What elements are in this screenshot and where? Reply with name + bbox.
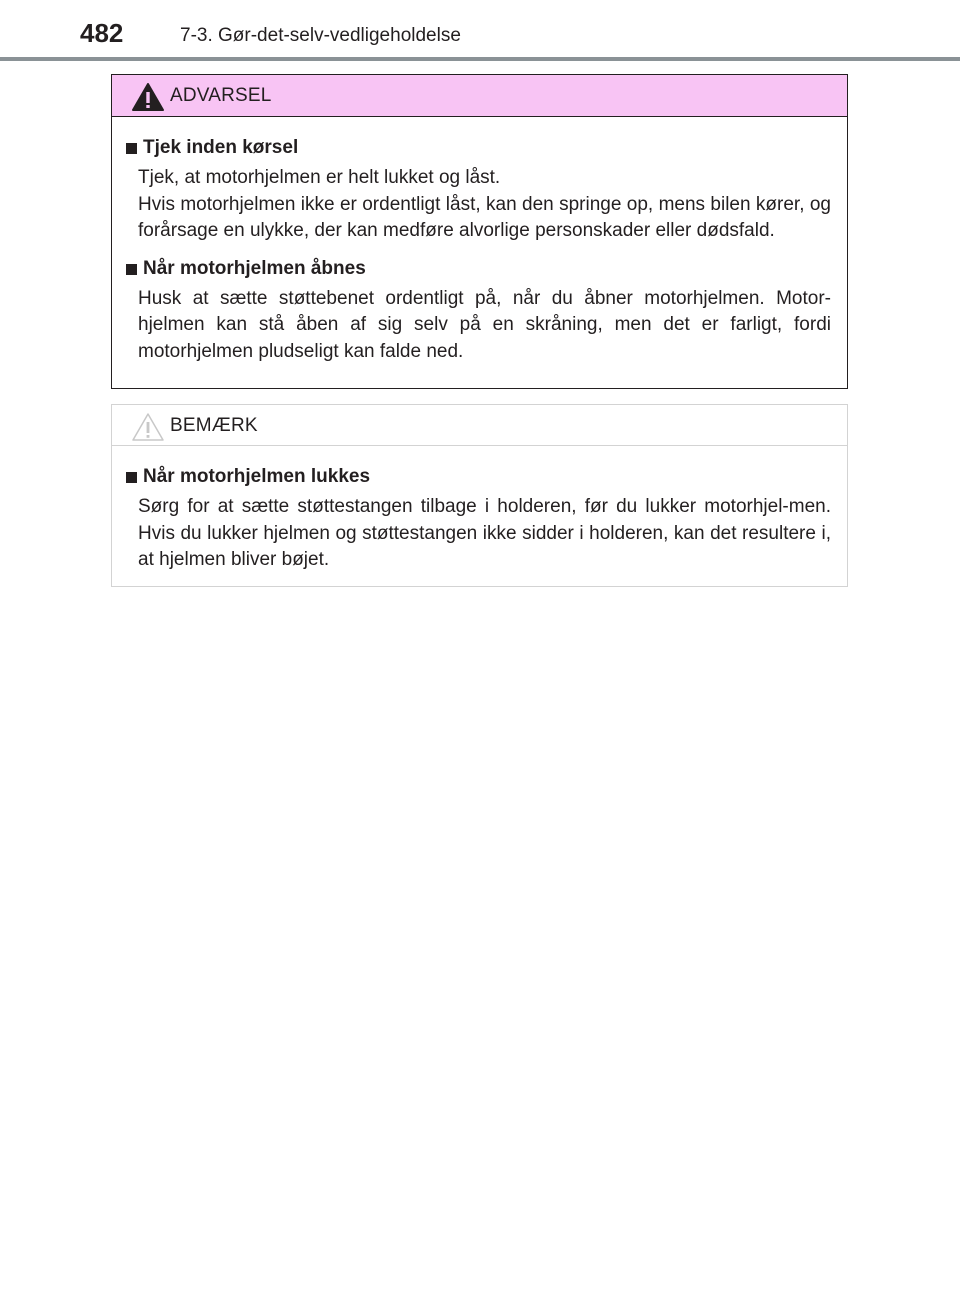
page-header <box>0 0 960 62</box>
section-title: 7-3. Gør-det-selv-vedligeholdelse <box>180 25 461 46</box>
warning-label: ADVARSEL <box>170 85 272 106</box>
square-bullet-icon <box>126 143 137 154</box>
item-title: Når motorhjelmen åbnes <box>143 257 366 279</box>
warning-triangle-outline-icon <box>131 412 165 442</box>
notice-box <box>111 404 848 587</box>
warning-header <box>112 75 847 117</box>
notice-item <box>126 464 831 574</box>
header-divider <box>0 57 960 61</box>
notice-label: BEMÆRK <box>170 415 258 436</box>
item-title: Når motorhjelmen lukkes <box>143 466 371 487</box>
item-paragraph: Husk at sætte støttebenet ordentligt på, når du åbner motorhjelmen. Motor-hjelmen kan stå åben af sig selv på en skråning, men det er farligt, fordi motorhjelmen pludseligt kan falde ned. <box>138 287 831 362</box>
warning-triangle-filled-icon <box>131 82 165 112</box>
square-bullet-icon <box>126 472 137 483</box>
item-title: Tjek inden kørsel <box>143 137 299 158</box>
page-number: 482 <box>80 18 124 48</box>
item-paragraph: Sørg for at sætte støttestangen tilbage i holderen, før du lukker motorhjel-men. Hvis du lukker hjelmen og støttestangen ikke sidder i holderen, kan det resultere i, at hjelmen bliver bøjet. <box>138 496 831 570</box>
warning-item <box>126 135 831 245</box>
warning-item <box>126 256 831 366</box>
notice-body <box>112 446 847 574</box>
warning-box <box>111 74 848 389</box>
square-bullet-icon <box>126 264 137 275</box>
item-paragraph: Hvis motorhjelmen ikke er ordentligt låst, kan den springe op, mens bilen kører, og forårsage en ulykke, der kan medføre alvorlige personskader eller dødsfald. <box>138 193 831 241</box>
item-paragraph: Tjek, at motorhjelmen er helt lukket og låst. <box>138 167 501 188</box>
notice-header <box>112 405 847 446</box>
warning-body <box>112 117 847 365</box>
